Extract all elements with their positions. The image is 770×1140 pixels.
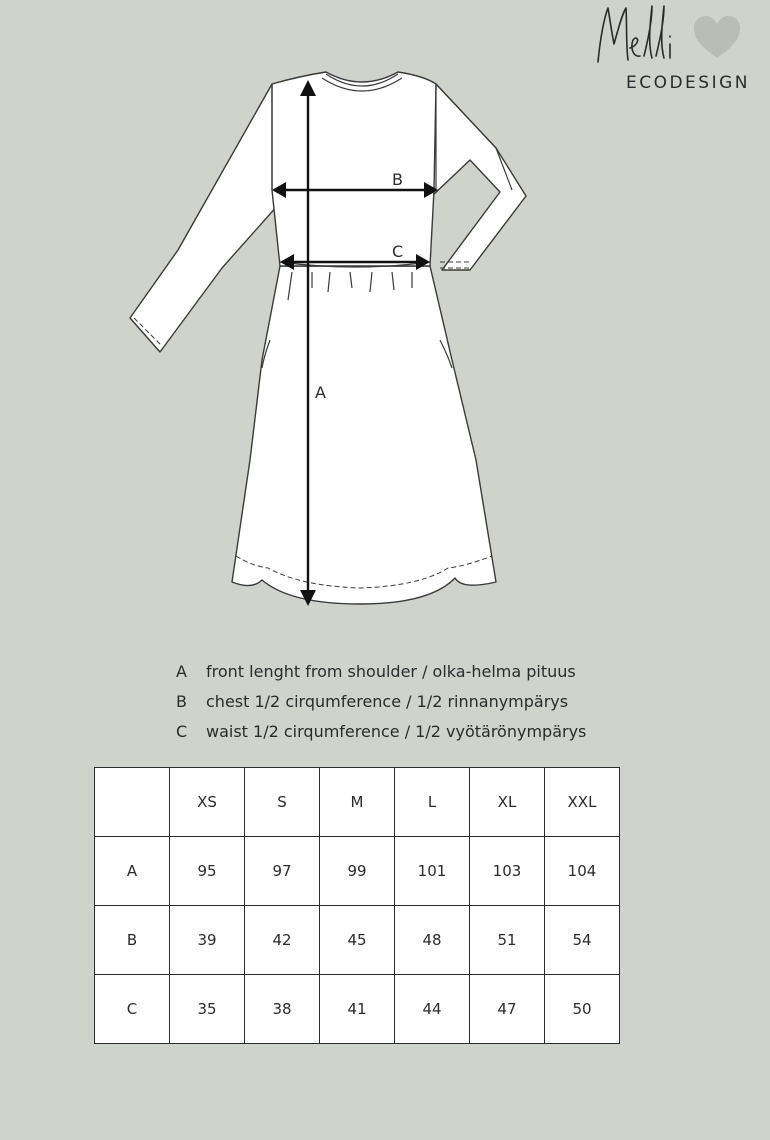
left-sleeve: [130, 84, 286, 352]
column-header: XXL: [545, 768, 620, 837]
table-cell: 101: [395, 837, 470, 906]
label-a: A: [315, 383, 326, 402]
table-cell: 35: [170, 975, 245, 1044]
table-cell: 42: [245, 906, 320, 975]
table-cell: 48: [395, 906, 470, 975]
column-header: S: [245, 768, 320, 837]
label-b: B: [392, 170, 403, 189]
table-cell: 54: [545, 906, 620, 975]
column-header: M: [320, 768, 395, 837]
table-cell: 103: [470, 837, 545, 906]
table-cell: 45: [320, 906, 395, 975]
legend-key: A: [176, 662, 187, 681]
size-table: [94, 767, 620, 1044]
label-c: C: [392, 242, 404, 261]
table-cell: 41: [320, 975, 395, 1044]
legend-text: chest 1/2 cirqumference / 1/2 rinnanympärys: [206, 692, 569, 711]
table-corner-cell: [95, 768, 170, 837]
legend-item: [176, 717, 586, 747]
table-cell: 38: [245, 975, 320, 1044]
legend-item: [176, 687, 586, 717]
table-row: [95, 975, 620, 1044]
table-cell: 39: [170, 906, 245, 975]
table-cell: 97: [245, 837, 320, 906]
legend-item: [176, 657, 586, 687]
table-cell: 95: [170, 837, 245, 906]
skirt: [232, 266, 496, 604]
table-row: [95, 837, 620, 906]
column-header: XS: [170, 768, 245, 837]
bodice: [272, 72, 436, 266]
right-sleeve: [432, 84, 526, 270]
table-cell: 99: [320, 837, 395, 906]
legend-key: C: [176, 722, 188, 741]
legend-text: front lenght from shoulder / olka-helma pituus: [206, 662, 576, 681]
table-cell: 51: [470, 906, 545, 975]
table-cell: 44: [395, 975, 470, 1044]
column-header: XL: [470, 768, 545, 837]
table-cell: 50: [545, 975, 620, 1044]
row-header: B: [95, 906, 170, 975]
measurement-legend: [176, 657, 586, 747]
row-header: C: [95, 975, 170, 1044]
brand-name: ECODESIGN: [625, 73, 750, 93]
legend-key: B: [176, 692, 187, 711]
row-header: A: [95, 837, 170, 906]
table-row: [95, 906, 620, 975]
column-header: L: [395, 768, 470, 837]
table-cell: 47: [470, 975, 545, 1044]
legend-text: waist 1/2 cirqumference / 1/2 vyötärönympärys: [206, 722, 587, 741]
table-cell: 104: [545, 837, 620, 906]
table-header-row: [95, 768, 620, 837]
